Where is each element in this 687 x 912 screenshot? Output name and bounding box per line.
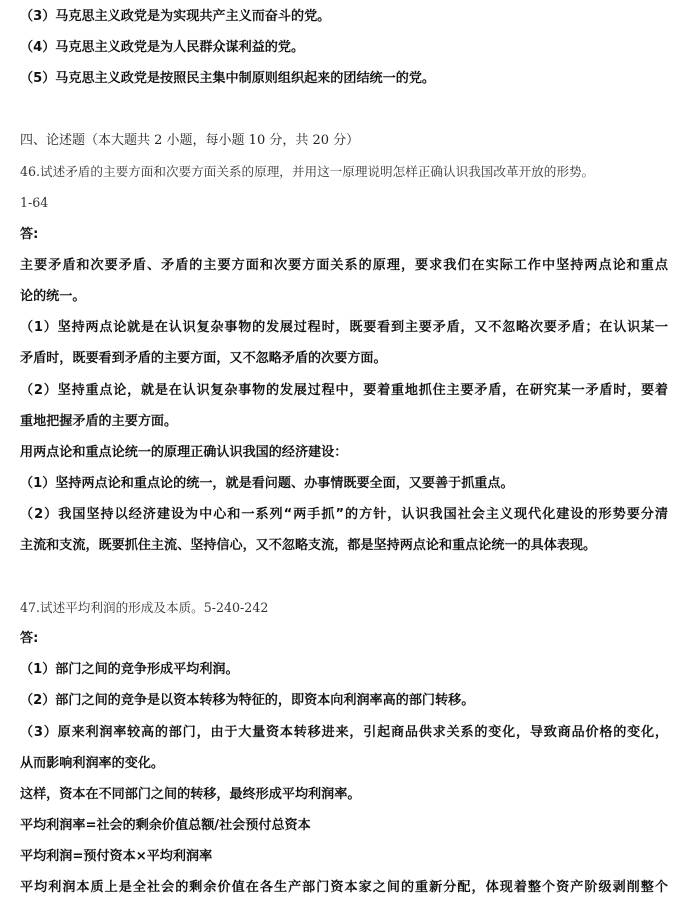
- q47-answer-line-5: 这样，资本在不同部门之间的转移，最终形成平均利润率。: [20, 787, 361, 802]
- q47-answer-line-8: 平均利润本质上是全社会的剩余价值在各生产部门资本家之间的重新分配，体现着整个资产阶级剥削整个: [20, 880, 668, 895]
- point-5: （5）马克思主义政党是按照民主集中制原则组织起来的团结统一的党。: [20, 71, 436, 86]
- q47-answer-line-4: 从而影响利润率的变化。: [20, 756, 165, 771]
- q47-answer-line-2: （2）部门之间的竞争是以资本转移为特征的，即资本向利润率高的部门转移。: [20, 693, 475, 708]
- q46-answer-line-9: （2）我国坚持以经济建设为中心和一系列“两手抓”的方针，认识我国社会主义现代化建设的形势要分清: [20, 507, 668, 522]
- q46-answer-line-4: 矛盾时，既要看到矛盾的主要方面，又不忽略矛盾的次要方面。: [20, 351, 387, 366]
- point-3: （3）马克思主义政党是为实现共产主义而奋斗的党。: [20, 9, 331, 24]
- section-heading: 四、论述题（本大题共 2 小题，每小题 10 分，共 20 分）: [20, 133, 360, 148]
- q47-answer-line-7: 平均利润=预付资本×平均利润率: [20, 849, 213, 864]
- q46-answer-line-10: 主流和支流，既要抓住主流、坚持信心，又不忽略支流，都是坚持两点论和重点论统一的具体表现。: [20, 538, 597, 553]
- q46-answer-line-2: 论的统一。: [20, 289, 86, 304]
- q46-answer-line-6: 重地把握矛盾的主要方面。: [20, 414, 178, 429]
- answer-label-46: 答:: [20, 227, 39, 242]
- question-47: 47.试述平均利润的形成及本质。5-240-242: [20, 600, 269, 615]
- q46-answer-line-1: 主要矛盾和次要矛盾、矛盾的主要方面和次要方面关系的原理，要求我们在实际工作中坚持两点论和重点: [20, 258, 668, 273]
- question-46-ref: 1-64: [20, 195, 49, 210]
- question-46: 46.试述矛盾的主要方面和次要方面关系的原理，并用这一原理说明怎样正确认识我国改革开放的形势。: [20, 164, 595, 179]
- q46-answer-line-3: （1）坚持两点论就是在认识复杂事物的发展过程时，既要看到主要矛盾，又不忽略次要矛盾；在认识某一: [20, 320, 668, 335]
- answer-label-47: 答:: [20, 631, 39, 646]
- point-4: （4）马克思主义政党是为人民群众谋利益的党。: [20, 40, 305, 55]
- q47-answer-line-6: 平均利润率=社会的剩余价值总额/社会预付总资本: [20, 818, 311, 833]
- q47-answer-line-3: （3）原来利润率较高的部门，由于大量资本转移进来，引起商品供求关系的变化，导致商品价格的变化，: [20, 725, 668, 740]
- q46-answer-line-7: 用两点论和重点论统一的原理正确认识我国的经济建设：: [20, 445, 348, 460]
- q46-answer-line-5: （2）坚持重点论，就是在认识复杂事物的发展过程中，要着重地抓住主要矛盾，在研究某一矛盾时，要着: [20, 383, 668, 398]
- q47-answer-line-1: （1）部门之间的竞争形成平均利润。: [20, 662, 239, 677]
- q46-answer-line-8: （1）坚持两点论和重点论的统一，就是看问题、办事情既要全面，又要善于抓重点。: [20, 476, 514, 491]
